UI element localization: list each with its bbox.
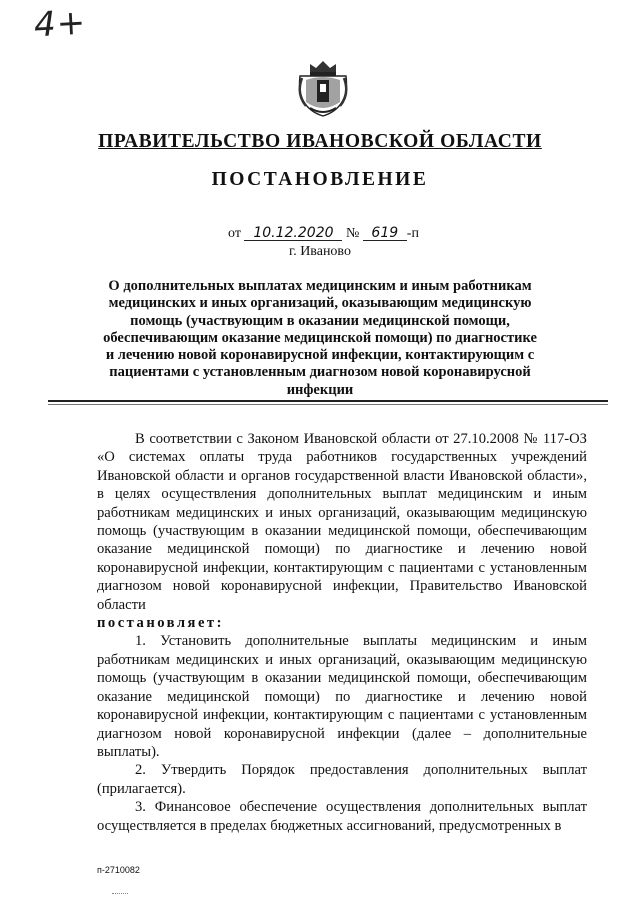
date-value: 10.12.2020: [244, 226, 342, 241]
government-title: ПРАВИТЕЛЬСТВО ИВАНОВСКОЙ ОБЛАСТИ: [98, 131, 542, 152]
coat-of-arms-icon: [296, 58, 350, 118]
scan-mark: [112, 893, 128, 895]
date-prefix: от: [228, 226, 241, 241]
divider-line: [48, 400, 608, 402]
number-prefix: №: [345, 226, 360, 241]
number-value: 619: [363, 226, 407, 241]
document-body: [97, 430, 587, 835]
resolves-word: постановляет:: [97, 615, 224, 632]
preamble-paragraph: В соответствии с Законом Ивановской области от 27.10.2008 № 117-ОЗ «О системах оплаты труда работников государственных учреждений Ивановской области и органов государственной власти Ивановской области», в целях осуществления дополнительных выплат медицинским и иным работникам медицинских и иных организаций, оказывающим медицинскую помощь (участвующим в оказании медицинской помощи, обеспечивающим оказание медицинской помощи) по диагностике и лечению новой коронавирусной инфекции, контактирующим с пациентами с установленным диагнозом новой коронавирусной инфекции, Правительство Ивановской области: [97, 431, 587, 613]
document-type: ПОСТАНОВЛЕНИЕ: [211, 169, 429, 190]
city: г. Иваново: [289, 244, 351, 259]
document-heading: О дополнительных выплатах медицинским и иным работникам медицинских и иных организаций, оказывающим медицинскую помощь (участвующим в оказании медицинской помощи, обеспечивающим оказание медицинской помощи) по диагностике и лечению новой коронавирусной инфекции, контактирующим с пациентами с установленным диагнозом новой коронавирусной инфекции: [103, 278, 537, 398]
clause-2: 2. Утвердить Порядок предоставления дополнительных выплат (прилагается).: [97, 762, 587, 797]
divider-line-secondary: [48, 404, 608, 405]
clause-3: 3. Финансовое обеспечение осуществления дополнительных выплат осуществляется в пределах бюджетных ассигнований, предусмотренных в: [97, 799, 587, 834]
clause-1: 1. Установить дополнительные выплаты медицинским и иным работникам медицинских и иных организаций, оказывающим медицинскую помощь (участвующим в оказании медицинской помощи, обеспечивающим оказание медицинской помощи) по диагностике и лечению новой коронавирусной инфекции, контактирующим с пациентами с установленным диагнозом новой коронавирусной инфекции (далее – дополнительные выплаты).: [97, 633, 587, 760]
document-code: п-2710082: [97, 865, 140, 875]
number-suffix: -п: [406, 226, 419, 241]
date-number-line: [228, 226, 419, 242]
handwritten-mark: 4+: [32, 2, 88, 46]
